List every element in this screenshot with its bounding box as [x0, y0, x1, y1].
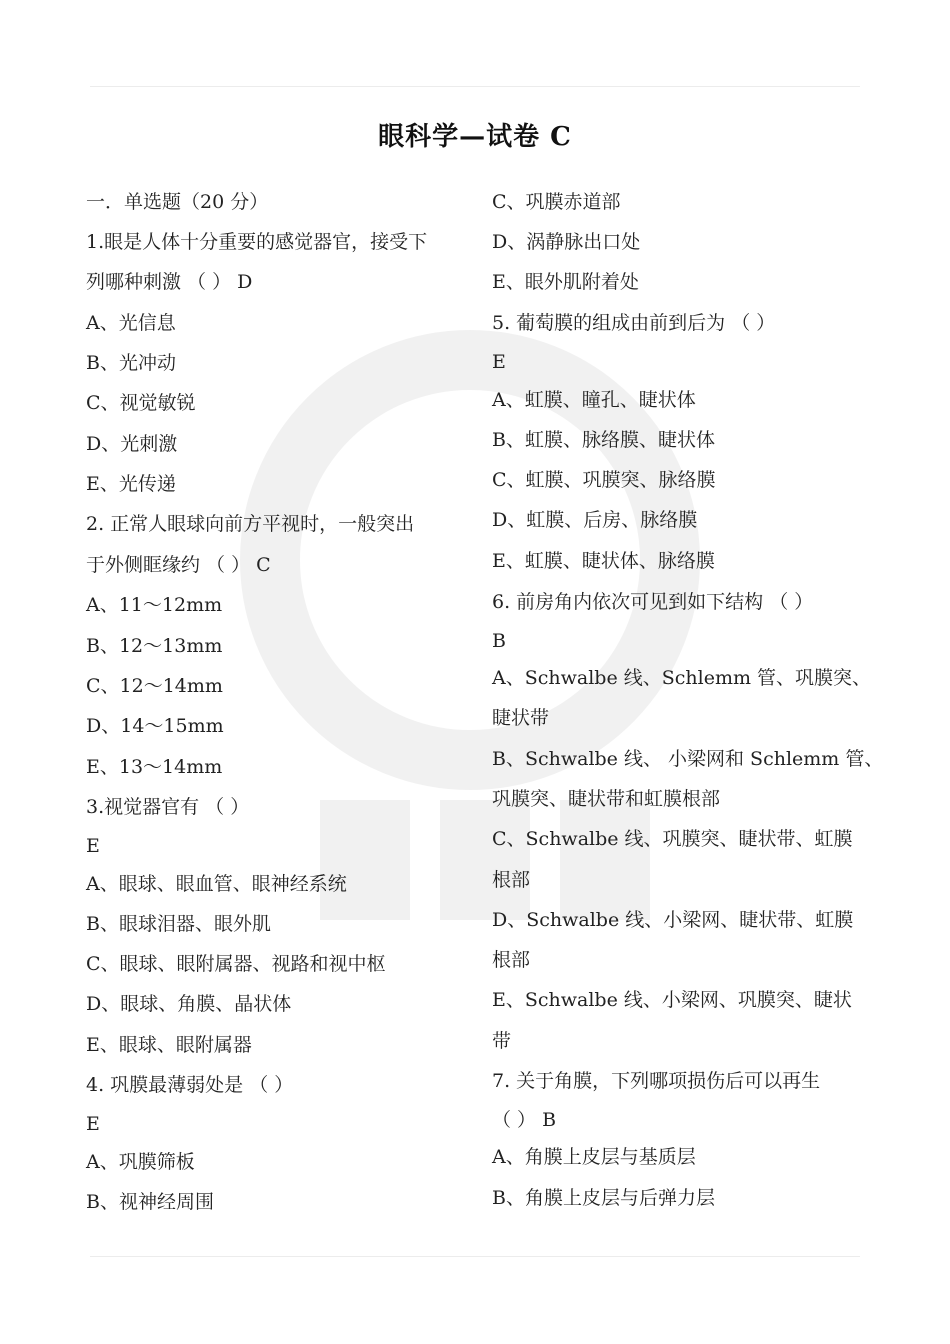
option-line: C、Schwalbe 线、巩膜突、睫状带、虹膜	[492, 828, 853, 850]
option-line: A、光信息	[86, 312, 176, 334]
option-line: B、眼球泪器、眼外肌	[86, 913, 271, 935]
option-line: E、眼球、眼附属器	[86, 1034, 252, 1056]
option-line: 带	[492, 1030, 512, 1052]
option-line: E、眼外肌附着处	[492, 271, 639, 293]
option-line: A、11～12mm	[86, 594, 223, 616]
option-line: E、光传递	[86, 473, 176, 495]
question-line: 1.眼是人体十分重要的感觉器官，接受下	[86, 231, 428, 253]
option-line: D、虹膜、后房、脉络膜	[492, 509, 698, 531]
option-line: E、Schwalbe 线、小梁网、巩膜突、睫状	[492, 989, 852, 1011]
question-line: 5. 葡萄膜的组成由前到后为 （ ）	[492, 312, 776, 334]
option-line: 根部	[492, 869, 531, 891]
question-line: 列哪种刺激 （ ） D	[86, 271, 253, 293]
answer-line: E	[86, 835, 100, 857]
question-line: 7. 关于角膜，下列哪项损伤后可以再生	[492, 1070, 821, 1092]
option-line: A、虹膜、瞳孔、睫状体	[492, 389, 696, 411]
option-line: A、眼球、眼血管、眼神经系统	[86, 873, 347, 895]
option-line: B、12～13mm	[86, 635, 223, 657]
option-line: B、Schwalbe 线、 小梁网和 Schlemm 管、	[492, 748, 884, 770]
option-line: C、虹膜、巩膜突、脉络膜	[492, 469, 716, 491]
option-line: A、角膜上皮层与基质层	[492, 1146, 696, 1168]
exam-title: 眼科学—试卷 C	[378, 122, 572, 152]
option-line: E、虹膜、睫状体、脉络膜	[492, 550, 715, 572]
option-line: 睫状带	[492, 707, 550, 729]
option-line: D、Schwalbe 线、小梁网、睫状带、虹膜	[492, 909, 854, 931]
option-line: B、光冲动	[86, 352, 176, 374]
question-line: 6. 前房角内依次可见到如下结构 （ ）	[492, 591, 814, 613]
answer-line: E	[492, 351, 506, 373]
question-line: （ ） B	[492, 1109, 557, 1131]
option-line: B、视神经周围	[86, 1191, 214, 1213]
footer-divider	[90, 1256, 860, 1257]
option-line: C、巩膜赤道部	[492, 191, 621, 213]
option-line: D、涡静脉出口处	[492, 231, 641, 253]
answer-line: E	[86, 1113, 100, 1135]
section-heading: 一．单选题（20 分）	[86, 191, 269, 213]
option-line: B、虹膜、脉络膜、睫状体	[492, 429, 715, 451]
question-line: 于外侧眶缘约 （ ） C	[86, 554, 271, 576]
option-line: 根部	[492, 949, 531, 971]
option-line: 巩膜突、睫状带和虹膜根部	[492, 788, 721, 810]
option-line: C、视觉敏锐	[86, 392, 196, 414]
option-line: D、14～15mm	[86, 715, 224, 737]
question-line: 4. 巩膜最薄弱处是 （ ）	[86, 1074, 294, 1096]
answer-line: B	[492, 630, 506, 652]
option-line: D、眼球、角膜、晶状体	[86, 993, 292, 1015]
option-line: C、12～14mm	[86, 675, 223, 697]
question-line: 3.视觉器官有 （ ）	[86, 796, 250, 818]
option-line: E、13～14mm	[86, 756, 223, 778]
question-line: 2. 正常人眼球向前方平视时，一般突出	[86, 513, 415, 535]
option-line: C、眼球、眼附属器、视路和视中枢	[86, 953, 386, 975]
option-line: D、光刺激	[86, 433, 178, 455]
option-line: A、Schwalbe 线、Schlemm 管、巩膜突、	[492, 667, 872, 689]
option-line: B、角膜上皮层与后弹力层	[492, 1187, 715, 1209]
header-divider	[90, 86, 860, 87]
option-line: A、巩膜筛板	[86, 1151, 195, 1173]
